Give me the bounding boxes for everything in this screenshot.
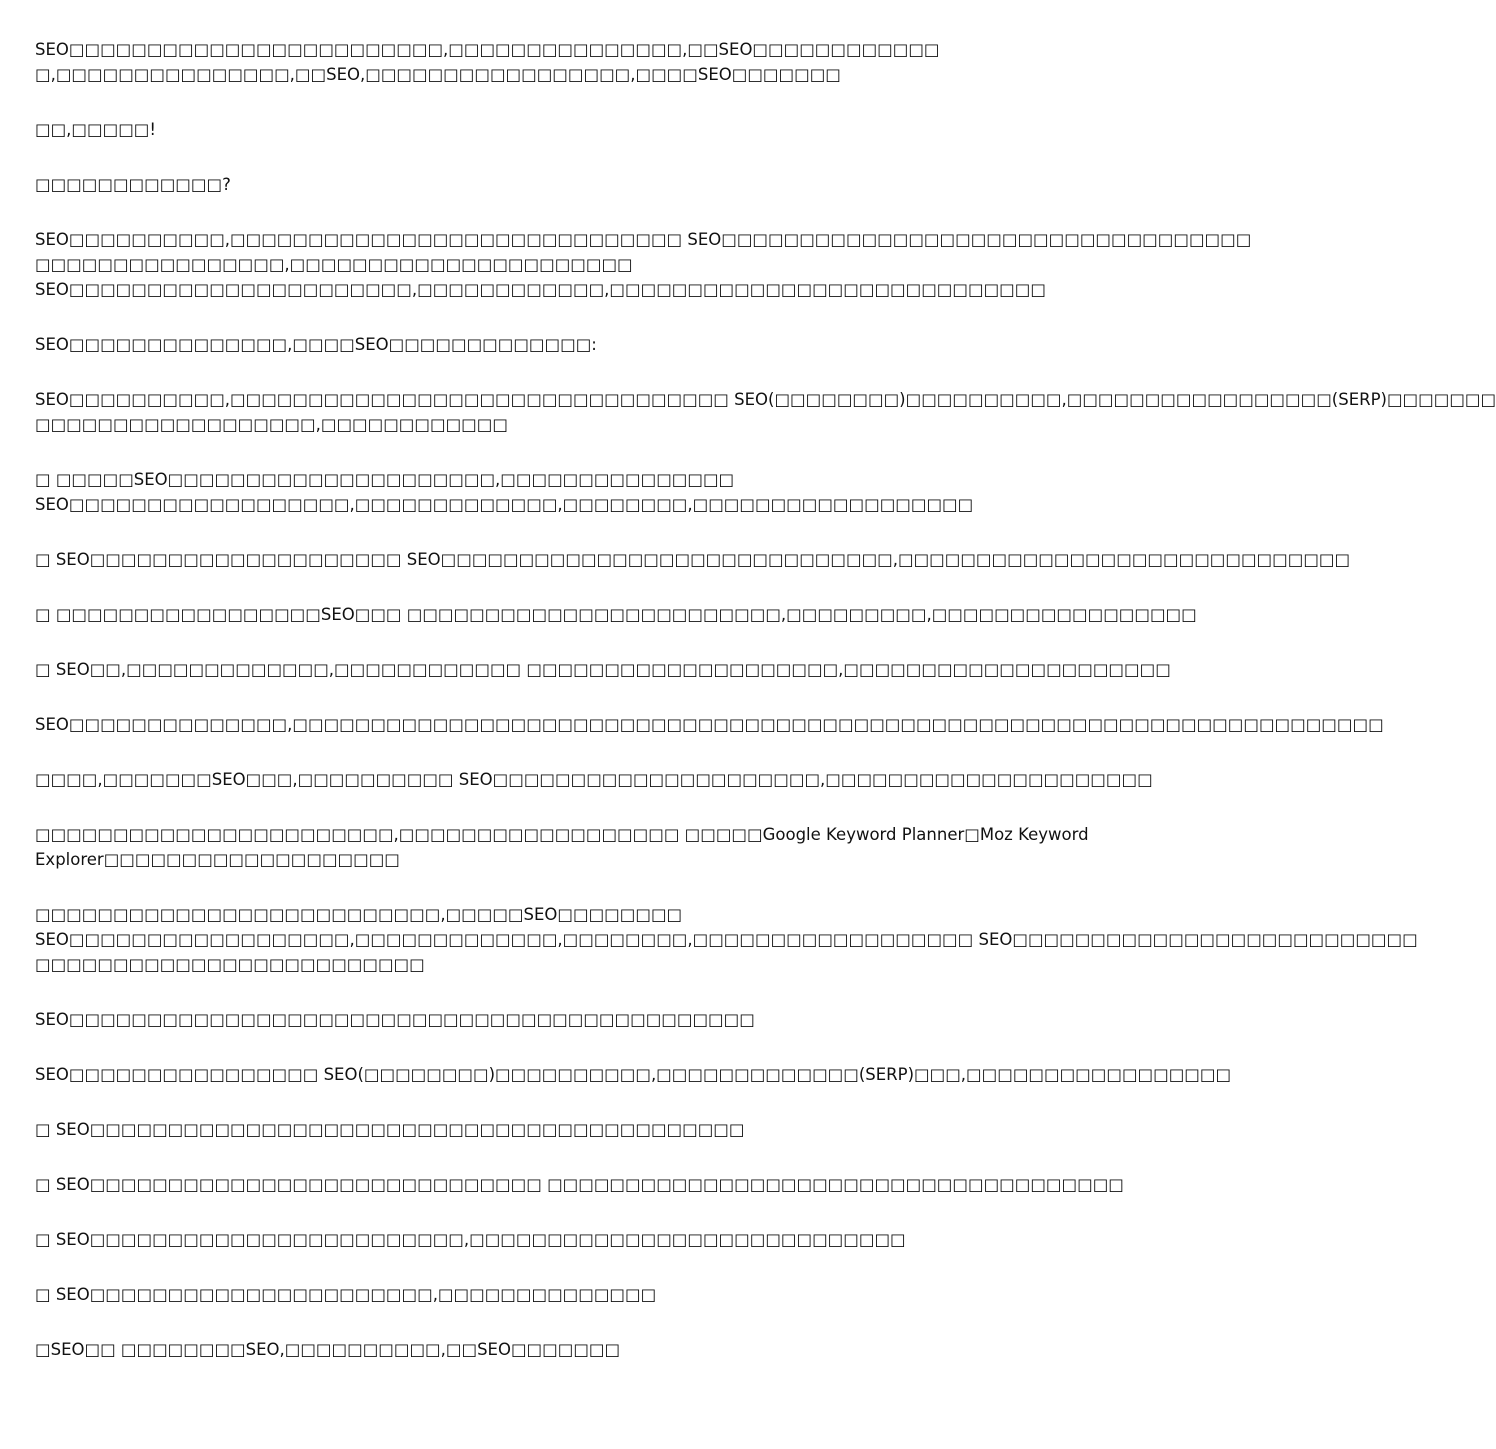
text-line: □,□□□□□□□□□□□□□□□,□□SEO,□□□□□□□□□□□□□□□□□,□□□□SEO□□□□□□□ <box>35 65 841 84</box>
paragraph <box>35 1007 995 1032</box>
text-line: SEO□□□□□□□□□□□□□□,□□□□SEO□□□□□□□□□□□□□: <box>35 335 597 354</box>
text-line: □ SEO□□□□□□□□□□□□□□□□□□□□□□,□□□□□□□□□□□□□□ <box>35 1285 657 1304</box>
text-line: □□□□□□□□□□□□□□□□□□□□□□□,□□□□□□□□□□□□□□□□□□ □□□□□Google Keyword Planner□Moz Keyword <box>35 825 1089 844</box>
text-line: □□□□□□□□□□□□□□□□□□□□□□□□□ <box>35 955 425 974</box>
text-line: □□□□□□□□□□□□□□□□,□□□□□□□□□□□□□□□□□□□□□□ <box>35 255 633 274</box>
paragraph <box>35 1117 995 1142</box>
paragraph <box>35 602 1197 627</box>
text-line: □□□□□□□□□□□□□□□□□□,□□□□□□□□□□□□ <box>35 415 508 434</box>
text-line: □SEO□□ □□□□□□□□SEO,□□□□□□□□□□,□□SEO□□□□□□□ <box>35 1340 621 1359</box>
text-line: □ SEO□□□□□□□□□□□□□□□□□□□□□□□□,□□□□□□□□□□□□□□□□□□□□□□□□□□□□ <box>35 1230 906 1249</box>
text-line: Explorer□□□□□□□□□□□□□□□□□□□ <box>35 850 400 869</box>
text-line: SEO□□□□□□□□□□□□□□□□□□□□□□□□,□□□□□□□□□□□□□□□,□□SEO□□□□□□□□□□□□ <box>35 40 940 59</box>
text-line: □□,□□□□□! <box>35 120 156 139</box>
text-line: □ SEO□□,□□□□□□□□□□□□□,□□□□□□□□□□□□ □□□□□□□□□□□□□□□□□□□□,□□□□□□□□□□□□□□□□□□□□□ <box>35 660 1171 679</box>
text-line: SEO□□□□□□□□□□,□□□□□□□□□□□□□□□□□□□□□□□□□□□□□□□□ SEO(□□□□□□□□)□□□□□□□□□□,□□□□□□□□□□□□□□□□□(SERP)□□□□□□□ <box>35 390 1496 409</box>
text-line: □□□□□□□□□□□□□□□□□□□□□□□□□□,□□□□□SEO□□□□□□□□ <box>35 905 683 924</box>
paragraph <box>35 1282 995 1307</box>
text-line: □ □□□□□□□□□□□□□□□□□SEO□□□ □□□□□□□□□□□□□□□□□□□□□□□□,□□□□□□□□□,□□□□□□□□□□□□□□□□□ <box>35 605 1197 624</box>
paragraph <box>35 657 1171 682</box>
text-line: □□□□□□□□□□□□? <box>35 175 231 194</box>
paragraph <box>35 712 1384 737</box>
text-line: □ □□□□□SEO□□□□□□□□□□□□□□□□□□□□□,□□□□□□□□□□□□□□□ <box>35 470 735 489</box>
text-line: □ SEO□□□□□□□□□□□□□□□□□□□□ SEO□□□□□□□□□□□□□□□□□□□□□□□□□□□□□,□□□□□□□□□□□□□□□□□□□□□□□□□□□□□ <box>35 550 1351 569</box>
paragraph <box>35 227 1252 302</box>
paragraph <box>35 767 1153 792</box>
text-line: □□□□,□□□□□□□SEO□□□,□□□□□□□□□□ SEO□□□□□□□□□□□□□□□□□□□□□,□□□□□□□□□□□□□□□□□□□□□ <box>35 770 1153 789</box>
paragraph <box>35 1337 995 1362</box>
paragraph <box>35 1062 1232 1087</box>
text-line: □ SEO□□□□□□□□□□□□□□□□□□□□□□□□□□□□□□□□□□□□□□□□□□ <box>35 1120 745 1139</box>
paragraph <box>35 1172 1124 1197</box>
text-line: SEO□□□□□□□□□□□□□□□□□□,□□□□□□□□□□□□□,□□□□□□□□,□□□□□□□□□□□□□□□□□□ SEO□□□□□□□□□□□□□□□□□□□□□□□□□□ <box>35 930 1418 949</box>
text-line: SEO□□□□□□□□□□,□□□□□□□□□□□□□□□□□□□□□□□□□□□□□ SEO□□□□□□□□□□□□□□□□□□□□□□□□□□□□□□□□□□ <box>35 230 1252 249</box>
text-line: SEO□□□□□□□□□□□□□□,□□□□□□□□□□□□□□□□□□□□□□□□□□□□□□□□□□□□□□□□□□□□□□□□□□□□□□□□□□□□□□□□□□□□□□ <box>35 715 1384 734</box>
paragraph <box>35 467 995 517</box>
paragraph <box>35 547 1351 572</box>
text-line: □ SEO□□□□□□□□□□□□□□□□□□□□□□□□□□□□□ □□□□□□□□□□□□□□□□□□□□□□□□□□□□□□□□□□□□□ <box>35 1175 1124 1194</box>
text-line: SEO□□□□□□□□□□□□□□□□ SEO(□□□□□□□□)□□□□□□□□□□,□□□□□□□□□□□□□(SERP)□□□,□□□□□□□□□□□□□□□□□ <box>35 1065 1232 1084</box>
document-body <box>35 37 1496 1392</box>
paragraph <box>35 822 1089 872</box>
paragraph <box>35 117 995 142</box>
paragraph <box>35 1227 995 1252</box>
paragraph <box>35 332 995 357</box>
paragraph <box>35 37 995 87</box>
text-line: SEO□□□□□□□□□□□□□□□□□□,□□□□□□□□□□□□□,□□□□□□□□,□□□□□□□□□□□□□□□□□□ <box>35 495 974 514</box>
text-line: SEO□□□□□□□□□□□□□□□□□□□□□□□□□□□□□□□□□□□□□□□□□□□□ <box>35 1010 755 1029</box>
paragraph <box>35 172 995 197</box>
paragraph <box>35 902 1418 977</box>
text-line: SEO□□□□□□□□□□□□□□□□□□□□□□,□□□□□□□□□□□□,□□□□□□□□□□□□□□□□□□□□□□□□□□□□ <box>35 280 1046 299</box>
paragraph <box>35 387 1496 437</box>
